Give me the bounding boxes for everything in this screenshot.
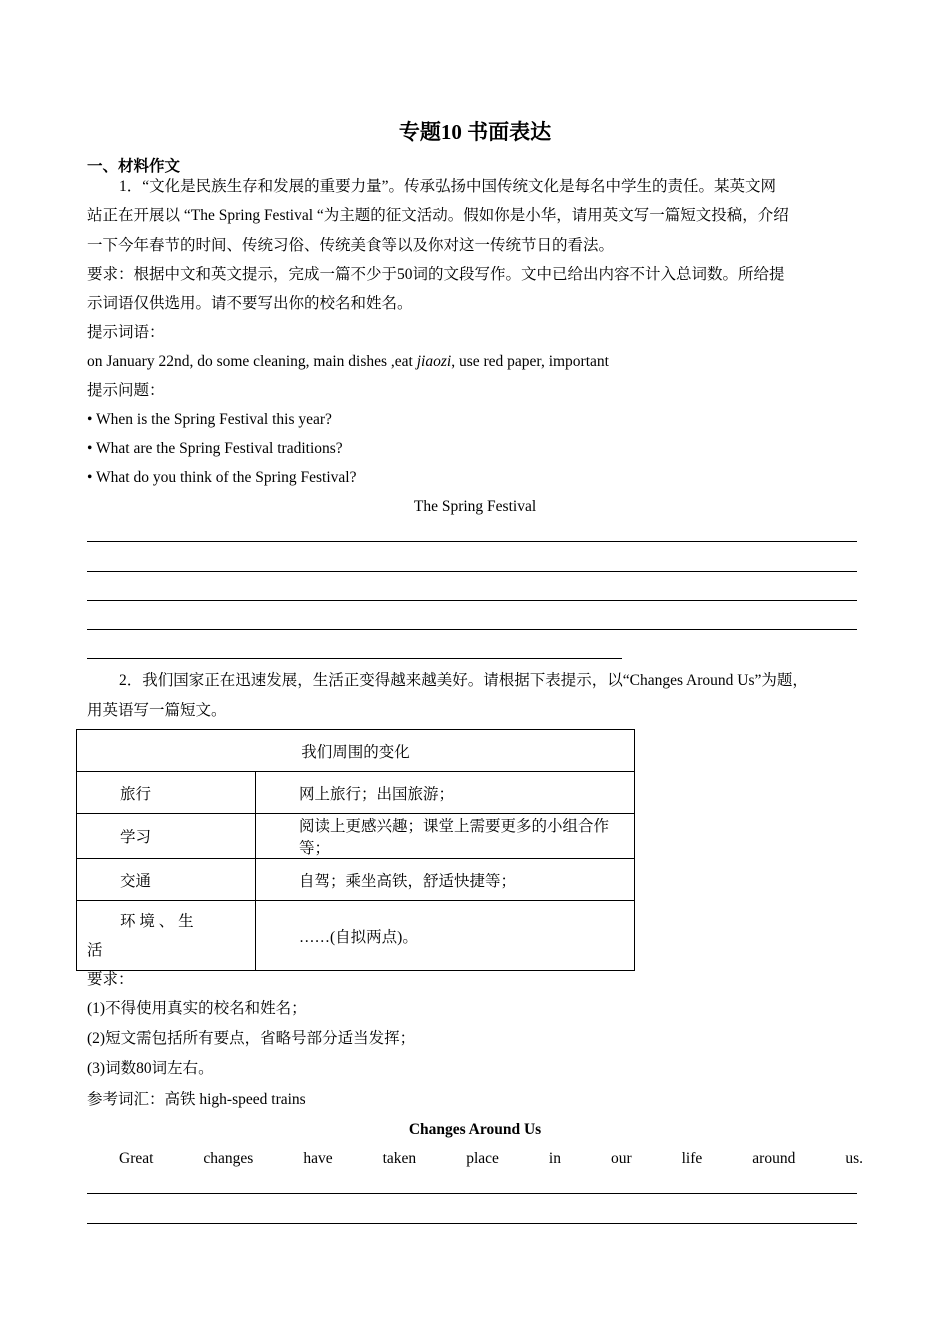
writing-line[interactable] — [87, 541, 857, 542]
essay-opening-sentence — [119, 1149, 863, 1169]
opening-word: place — [466, 1150, 499, 1167]
table-row-label-line1: 环 境 、 生 — [120, 912, 194, 930]
opening-word: us. — [845, 1150, 863, 1167]
table-row — [77, 859, 635, 901]
q1-prompt-line1: 1．“文化是民族生存和发展的重要力量”。传承弘扬中国传统文化是每名中学生的责任。某英文网 — [119, 178, 777, 195]
opening-word: Great — [119, 1150, 154, 1167]
table-row-content: ……(自拟两点)。 — [256, 901, 635, 971]
changes-table — [76, 729, 635, 971]
table-row — [77, 901, 635, 971]
section-heading: 一、材料作文 — [87, 158, 181, 175]
q2-prompt-line2: 用英语写一篇短文。 — [87, 702, 227, 719]
opening-word: life — [681, 1150, 703, 1167]
hint-words-italic: jiaozi — [416, 353, 452, 370]
table-row-label-line2: 活 — [87, 941, 103, 959]
opening-word: have — [303, 1150, 333, 1167]
requirement-item: (2)短文需包括所有要点，省略号部分适当发挥； — [87, 1030, 416, 1047]
requirement-item: (3)词数80词左右。 — [87, 1060, 214, 1077]
q1-prompt-line3: 一下今年春节的时间、传统习俗、传统美食等以及你对这一传统节日的看法。 — [87, 237, 615, 254]
q2-prompt-line1: 2．我们国家正在迅速发展，生活正变得越来越美好。请根据下表提示，以“Changes Around Us”为题， — [119, 672, 808, 689]
reference-vocabulary: 参考词汇：高铁 high-speed trains — [87, 1091, 306, 1108]
table-row-label: 交通 — [77, 859, 256, 901]
hint-questions-label: 提示问题： — [87, 382, 165, 399]
writing-line[interactable] — [87, 629, 857, 630]
table-row — [77, 772, 635, 814]
requirements-label: 要求： — [87, 971, 134, 988]
table-header: 我们周围的变化 — [77, 730, 635, 772]
hint-question: • What are the Spring Festival traditions? — [87, 440, 343, 457]
hint-question: • What do you think of the Spring Festival? — [87, 469, 357, 486]
q1-requirement-line2: 示词语仅供选用。请不要写出你的校名和姓名。 — [87, 295, 413, 312]
opening-word: in — [548, 1150, 561, 1167]
table-row-content: 网上旅行；出国旅游； — [256, 772, 635, 814]
opening-word: taken — [382, 1150, 417, 1167]
hint-words — [87, 352, 609, 372]
opening-word: our — [610, 1150, 632, 1167]
opening-word: around — [752, 1150, 796, 1167]
q1-requirement-line1: 要求：根据中文和英文提示，完成一篇不少于50词的文段写作。文中已给出内容不计入总词数。所给提 — [87, 266, 785, 283]
opening-word: changes — [203, 1150, 254, 1167]
table-row-label: 学习 — [77, 814, 256, 859]
hint-words-label: 提示词语： — [87, 324, 165, 341]
requirement-item: (1)不得使用真实的校名和姓名； — [87, 1000, 307, 1017]
essay-title: Changes Around Us — [408, 1121, 542, 1138]
hint-words-text-b: , use red paper, important — [451, 353, 609, 370]
hint-words-text-a: on January 22nd, do some cleaning, main dishes ,eat — [87, 353, 417, 370]
essay-title: The Spring Festival — [413, 498, 537, 515]
table-row-content: 阅读上更感兴趣；课堂上需要更多的小组合作等； — [256, 814, 635, 859]
table-row — [77, 814, 635, 859]
table-row-label: 旅行 — [77, 772, 256, 814]
table-row-content: 自驾；乘坐高铁，舒适快捷等； — [256, 859, 635, 901]
q1-prompt-line2: 站正在开展以 “The Spring Festival “为主题的征文活动。假如你是小华，请用英文写一篇短文投稿，介绍 — [87, 207, 789, 224]
writing-line[interactable] — [87, 658, 622, 659]
writing-line[interactable] — [87, 1223, 857, 1224]
table-row-label — [77, 901, 256, 971]
writing-line[interactable] — [87, 571, 857, 572]
writing-line[interactable] — [87, 1193, 857, 1194]
writing-line[interactable] — [87, 600, 857, 601]
page-title: 专题10 书面表达 — [398, 120, 552, 144]
hint-question: • When is the Spring Festival this year? — [87, 411, 332, 428]
